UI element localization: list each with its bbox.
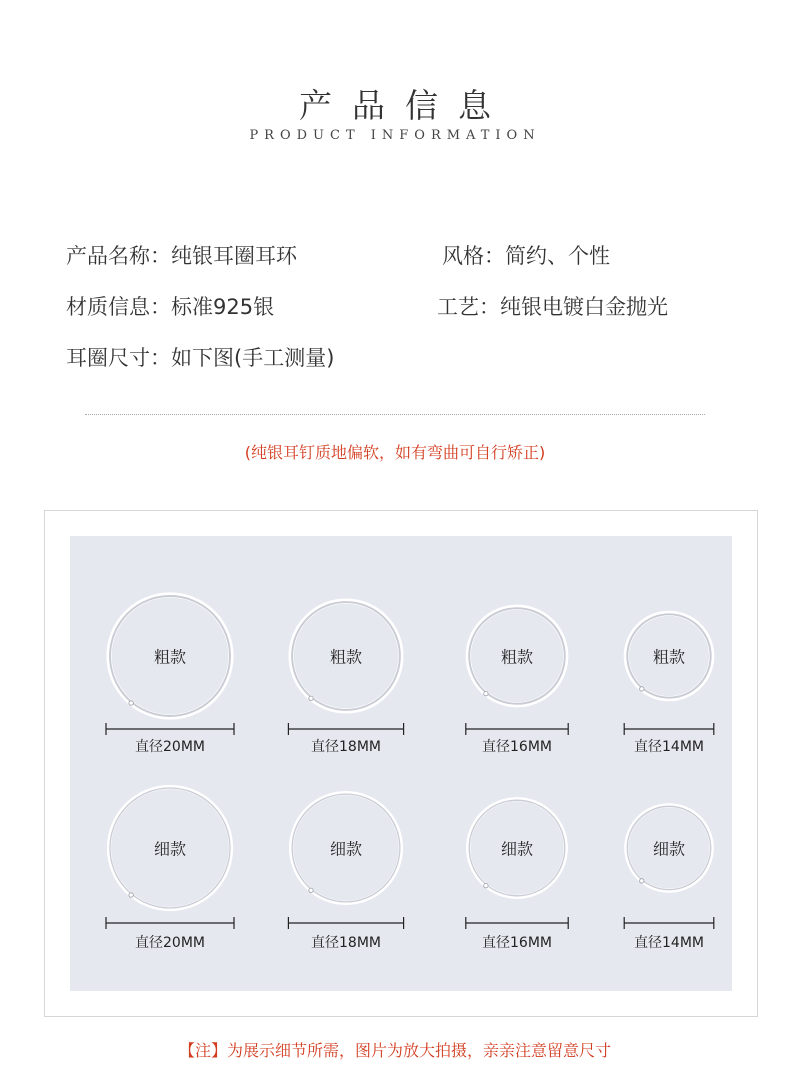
ring-size-label: 直径18MM: [311, 739, 381, 755]
ring-style-label: 细款: [500, 839, 534, 859]
ring-size-label: 直径18MM: [311, 935, 381, 951]
product-material: 材质信息：标准925银: [66, 295, 275, 319]
ring-style-label: 细款: [652, 839, 686, 859]
page-title: 产品信息: [299, 86, 511, 125]
earring-clasp: [129, 701, 133, 705]
ring-style-label: 细款: [329, 839, 363, 859]
earring-clasp: [640, 687, 644, 691]
ring-style-label: 细款: [153, 839, 187, 859]
earring-clasp: [309, 888, 313, 892]
product-style: 风格：简约、个性: [442, 244, 610, 268]
divider: [85, 414, 705, 415]
earring-clasp: [309, 696, 313, 700]
page-subtitle: PRODUCT INFORMATION: [249, 128, 541, 143]
ring-style-label: 粗款: [153, 647, 187, 667]
ring-size-label: 直径14MM: [634, 935, 704, 951]
ring-size-label: 直径14MM: [634, 739, 704, 755]
earring-clasp: [129, 893, 133, 897]
bottom-note: 【注】为展示细节所需，图片为放大拍摄，亲亲注意留意尺寸: [178, 1041, 611, 1060]
ring-size-label: 直径16MM: [482, 935, 552, 951]
ring-style-label: 粗款: [500, 647, 534, 667]
ring-size-label: 直径20MM: [135, 739, 205, 755]
earring-clasp: [484, 691, 488, 695]
ring-style-label: 粗款: [652, 647, 686, 667]
ring-size-label: 直径20MM: [135, 935, 205, 951]
rings-drawing: [70, 536, 732, 991]
ring-style-label: 粗款: [329, 647, 363, 667]
earring-clasp: [640, 879, 644, 883]
product-size: 耳圈尺寸：如下图(手工测量): [66, 346, 335, 370]
ring-size-label: 直径16MM: [482, 739, 552, 755]
softness-note: (纯银耳钉质地偏软，如有弯曲可自行矫正): [244, 443, 546, 462]
product-photo: [70, 536, 732, 991]
product-name: 产品名称：纯银耳圈耳环: [66, 244, 297, 268]
product-craft: 工艺：纯银电镀白金抛光: [437, 295, 668, 319]
earring-clasp: [484, 883, 488, 887]
